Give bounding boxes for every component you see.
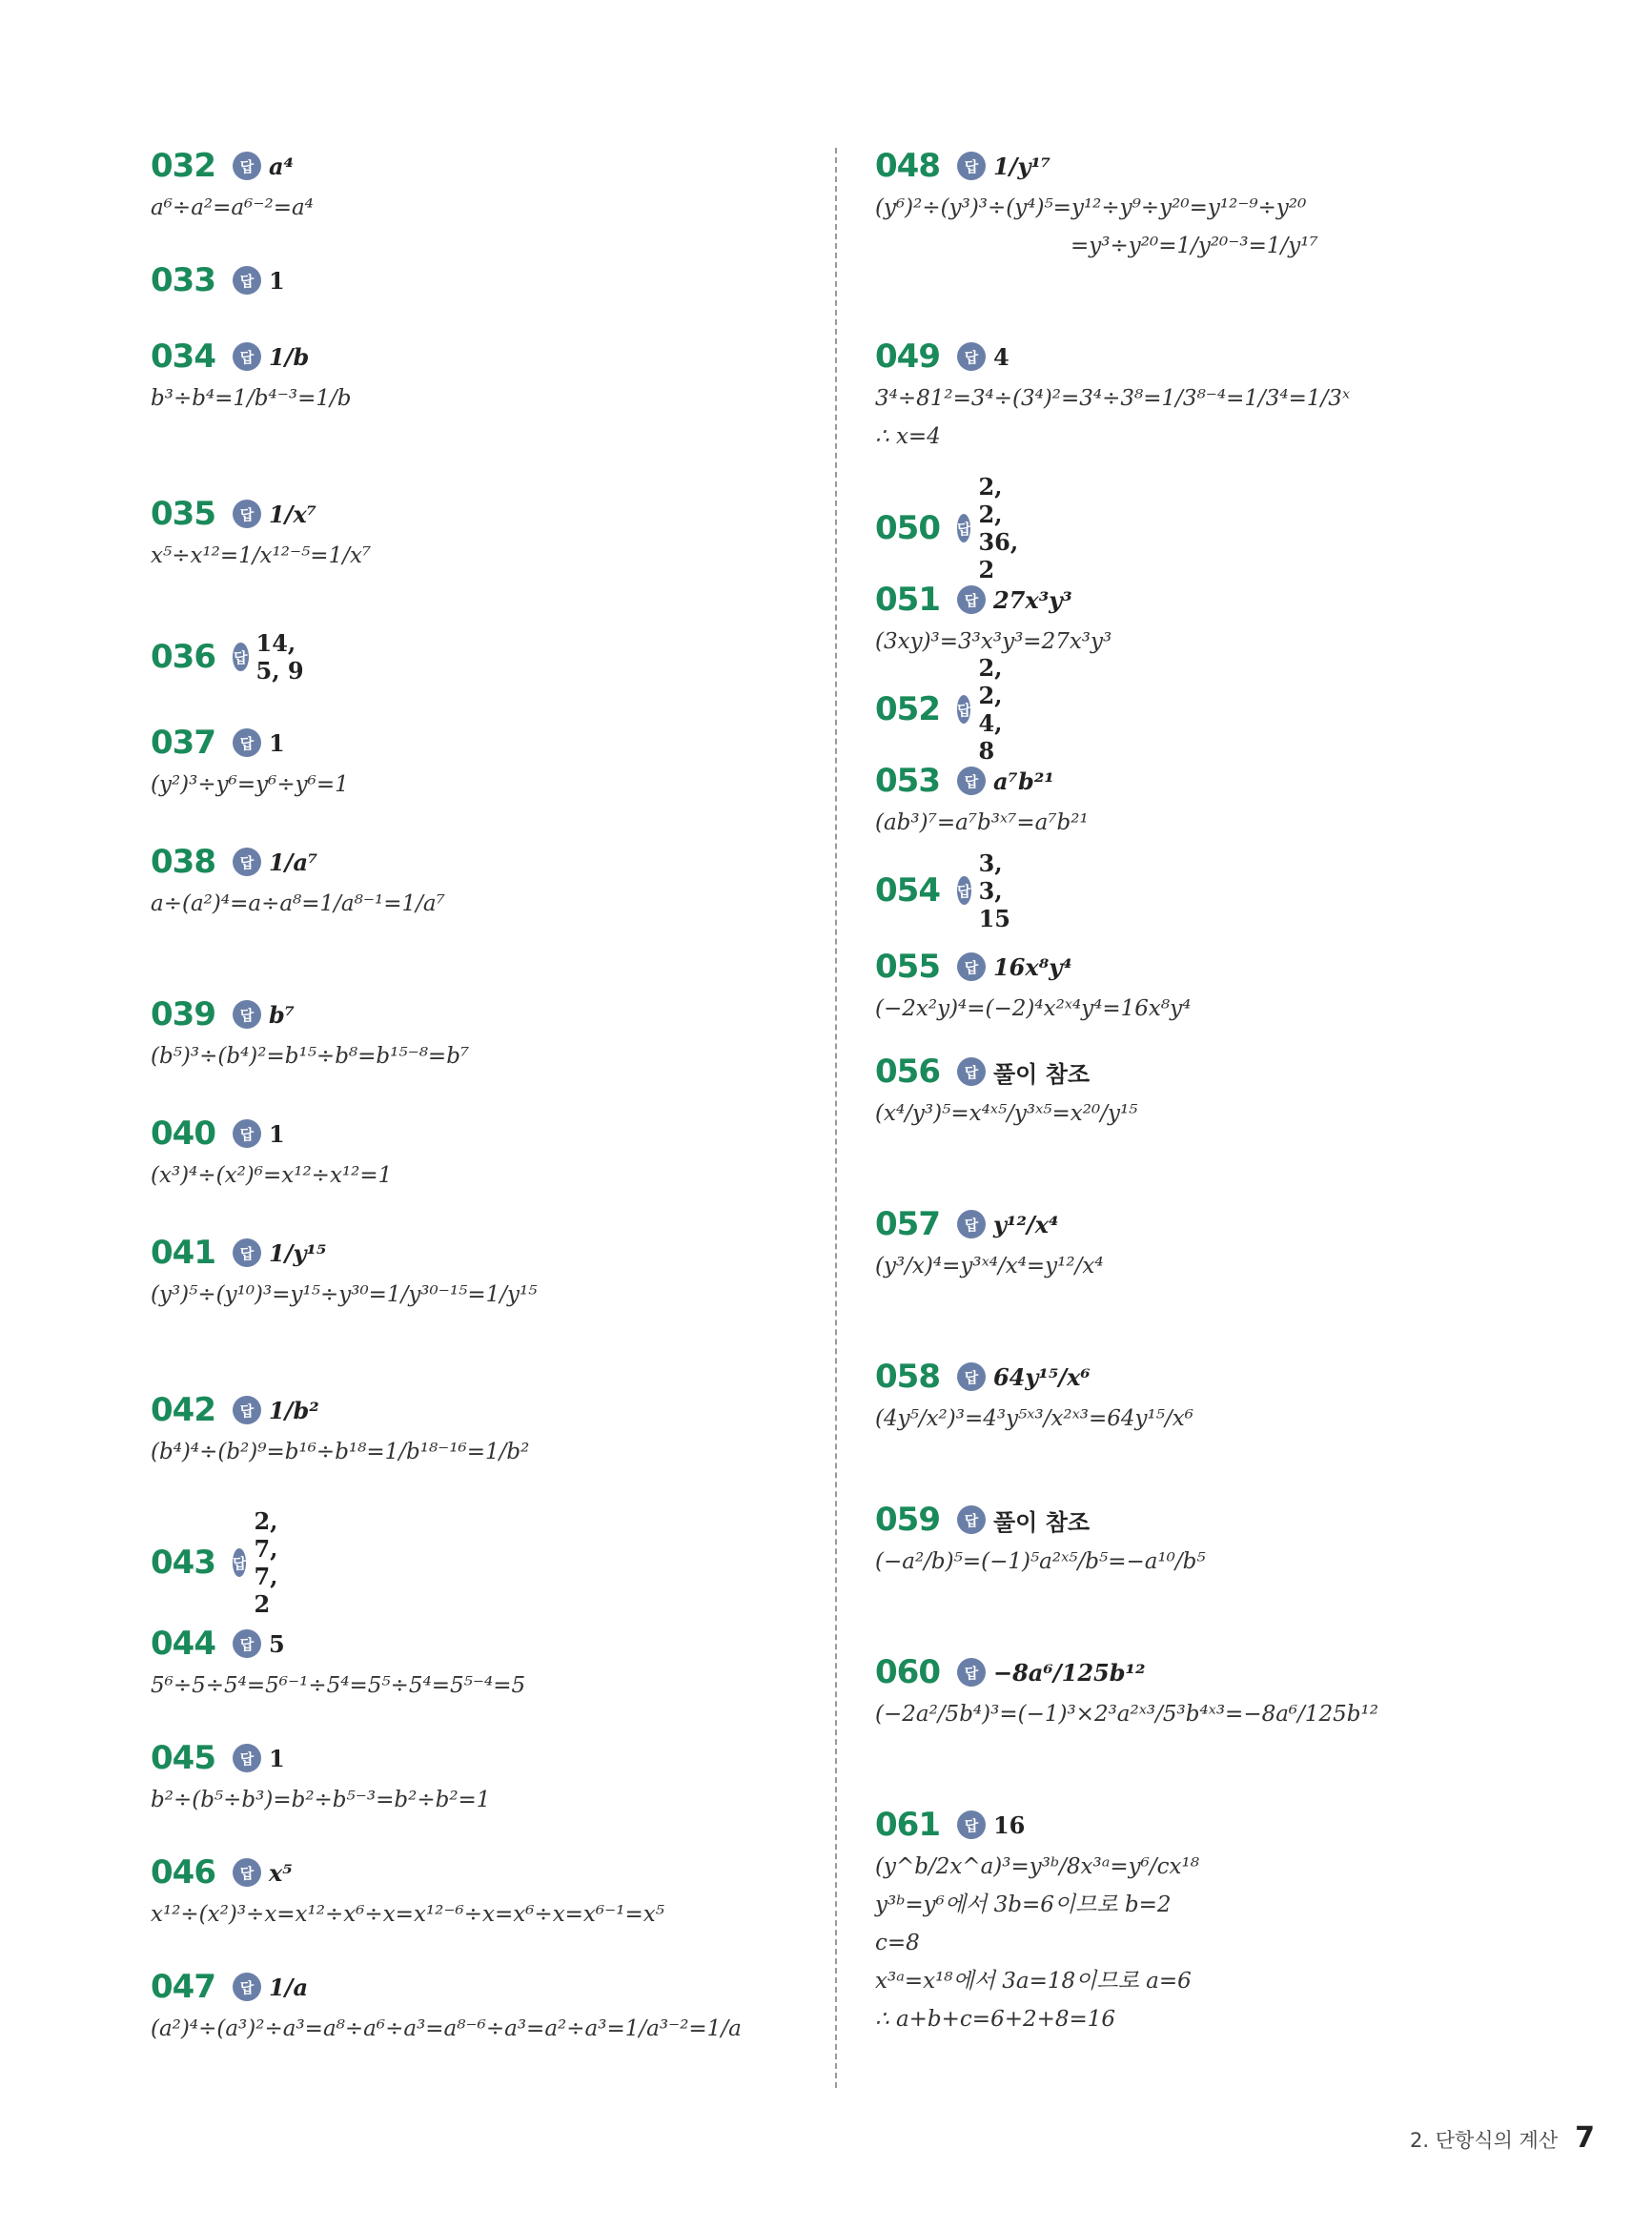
problem-header — [875, 944, 1191, 990]
problem-037 — [151, 720, 349, 804]
problem-032 — [151, 143, 314, 227]
problem-header — [151, 720, 349, 766]
answer-badge-icon: 답 — [957, 876, 971, 905]
problem-header — [151, 491, 371, 537]
answer-badge-icon: 답 — [233, 1238, 261, 1267]
problem-number: 051 — [875, 581, 940, 619]
answer-value: 1/b — [268, 342, 310, 371]
answer-value: 1/x⁷ — [268, 500, 317, 528]
problem-number: 049 — [875, 338, 940, 376]
problem-044 — [151, 1621, 525, 1705]
answer-value: 1/a⁷ — [268, 848, 318, 876]
problem-033 — [151, 257, 285, 303]
problem-header — [151, 629, 309, 685]
problem-039 — [151, 992, 469, 1075]
answer-value: 2, 7, 7, 2 — [254, 1507, 278, 1618]
solution-line: (4y⁵/x²)³=4³y⁵ˣ³/x²ˣ³=64y¹⁵/x⁶ — [875, 1406, 1193, 1431]
problem-035 — [151, 491, 371, 575]
solution-line: a⁶÷a²=a⁶⁻²=a⁴ — [151, 195, 314, 220]
problem-number: 056 — [875, 1053, 940, 1091]
answer-badge-icon: 답 — [233, 1629, 261, 1658]
answer-value: 1/y¹⁵ — [268, 1238, 327, 1267]
problem-number: 041 — [151, 1234, 215, 1272]
answer-value: 64y¹⁵/x⁶ — [992, 1362, 1091, 1391]
answer-badge-icon: 답 — [957, 1505, 986, 1534]
problem-header — [875, 473, 1033, 583]
answer-badge-icon: 답 — [233, 1396, 261, 1424]
answer-value: 1 — [268, 728, 285, 757]
answer-value: 1/b² — [268, 1396, 319, 1424]
solution-line: y³ᵇ=y⁶에서 3b=6이므로 b=2 — [875, 1892, 1172, 1917]
problem-number: 039 — [151, 995, 215, 1033]
problem-number: 055 — [875, 948, 940, 986]
problem-header — [875, 758, 1089, 804]
answer-value: y¹²/x⁴ — [992, 1210, 1059, 1238]
problem-056 — [875, 1049, 1137, 1133]
problem-059 — [875, 1497, 1206, 1581]
problem-header — [875, 1497, 1206, 1543]
answer-badge-icon: 답 — [233, 1119, 261, 1148]
problem-number: 058 — [875, 1358, 940, 1396]
problem-number: 042 — [151, 1391, 215, 1429]
answer-badge-icon: 답 — [233, 848, 261, 876]
answer-value: 14, 5, 9 — [255, 629, 304, 685]
answer-badge-icon: 답 — [957, 514, 971, 542]
problem-054 — [875, 849, 1025, 932]
answer-value: 27x³y³ — [992, 585, 1072, 614]
problem-number: 045 — [151, 1739, 215, 1777]
answer-badge-icon: 답 — [957, 695, 971, 724]
problem-header — [875, 1802, 1199, 1848]
solution-line: b³÷b⁴=1/b⁴⁻³=1/b — [151, 386, 352, 411]
answer-badge-icon: 답 — [233, 266, 261, 295]
problem-header — [151, 992, 469, 1037]
problem-header — [151, 839, 445, 885]
problem-047 — [151, 1964, 742, 2048]
problem-061 — [875, 1802, 1199, 2038]
answer-badge-icon: 답 — [233, 1548, 247, 1577]
problem-number: 060 — [875, 1653, 940, 1691]
problem-042 — [151, 1387, 529, 1471]
solution-line: x¹²÷(x²)³÷x=x¹²÷x⁶÷x=x¹²⁻⁶÷x=x⁶÷x=x⁶⁻¹=x⁵ — [151, 1902, 664, 1927]
solution-line: x³ᵃ=x¹⁸에서 3a=18이므로 a=6 — [875, 1969, 1192, 1994]
problem-header — [151, 1230, 537, 1276]
problem-header — [151, 1507, 293, 1618]
problem-number: 033 — [151, 261, 215, 299]
problem-053 — [875, 758, 1089, 842]
chapter-title: 2. 단항식의 계산 — [1410, 2129, 1559, 2152]
solution-line: 5⁶÷5÷5⁴=5⁶⁻¹÷5⁴=5⁵÷5⁴=5⁵⁻⁴=5 — [151, 1673, 526, 1698]
problem-046 — [151, 1850, 664, 1933]
problem-header — [875, 1049, 1137, 1095]
answer-badge-icon: 답 — [233, 1744, 261, 1772]
problem-number: 040 — [151, 1115, 215, 1153]
problem-header — [151, 1621, 525, 1667]
problem-052 — [875, 654, 1017, 765]
solution-line: 3⁴÷81²=3⁴÷(3⁴)²=3⁴÷3⁸=1/3⁸⁻⁴=1/3⁴=1/3ˣ — [875, 386, 1351, 411]
problem-number: 046 — [151, 1853, 215, 1892]
problem-number: 038 — [151, 843, 215, 881]
solution-line: =y³÷y²⁰=1/y²⁰⁻³=1/y¹⁷ — [1071, 234, 1318, 258]
answer-badge-icon: 답 — [957, 1057, 986, 1086]
problem-051 — [875, 577, 1112, 661]
problem-057 — [875, 1201, 1104, 1285]
solution-line: (y⁶)²÷(y³)³÷(y⁴)⁵=y¹²÷y⁹÷y²⁰=y¹²⁻⁹÷y²⁰ — [875, 195, 1307, 220]
answer-value: 4 — [992, 342, 1010, 371]
answer-value: 2, 2, 36, 2 — [978, 473, 1019, 583]
solution-line: (y³/x)⁴=y³ˣ⁴/x⁴=y¹²/x⁴ — [875, 1254, 1104, 1279]
answer-value: 16 — [992, 1811, 1026, 1839]
answer-value: 16x⁸y⁴ — [992, 952, 1072, 981]
problem-number: 043 — [151, 1544, 215, 1582]
answer-value: 1 — [268, 1744, 285, 1772]
problem-header — [151, 334, 352, 379]
answer-value: −8a⁶/125b¹² — [992, 1658, 1146, 1687]
problem-header — [875, 1354, 1193, 1400]
solution-line: b²÷(b⁵÷b³)=b²÷b⁵⁻³=b²÷b²=1 — [151, 1788, 491, 1812]
solution-line: ∴ a+b+c=6+2+8=16 — [875, 2007, 1116, 2032]
problem-header — [875, 334, 1350, 379]
answer-badge-icon: 답 — [233, 1973, 261, 2001]
answer-badge-icon: 답 — [957, 952, 986, 981]
problem-036 — [151, 629, 309, 685]
problem-number: 034 — [151, 338, 215, 376]
problem-header — [875, 1201, 1104, 1247]
problem-number: 035 — [151, 495, 215, 533]
problem-header — [875, 654, 1017, 765]
answer-badge-icon: 답 — [233, 728, 261, 757]
answer-badge-icon: 답 — [957, 767, 986, 795]
problem-041 — [151, 1230, 537, 1314]
answer-value: 풀이 참조 — [992, 1507, 1091, 1536]
solution-line: (−a²/b)⁵=(−1)⁵a²ˣ⁵/b⁵=−a¹⁰/b⁵ — [875, 1549, 1206, 1574]
answer-value: 풀이 참조 — [992, 1059, 1091, 1088]
solution-line: (b⁵)³÷(b⁴)²=b¹⁵÷b⁸=b¹⁵⁻⁸=b⁷ — [151, 1044, 470, 1069]
page-number: 7 — [1575, 2121, 1595, 2155]
problem-number: 061 — [875, 1806, 940, 1844]
answer-badge-icon: 답 — [957, 1658, 986, 1687]
solution-line: (x⁴/y³)⁵=x⁴ˣ⁵/y³ˣ⁵=x²⁰/y¹⁵ — [875, 1101, 1138, 1126]
answer-badge-icon: 답 — [957, 585, 986, 614]
problem-034 — [151, 334, 352, 418]
problem-header — [875, 577, 1112, 623]
problem-055 — [875, 944, 1191, 1028]
answer-value: x⁵ — [268, 1858, 293, 1887]
problem-header — [151, 143, 314, 189]
answer-value: 1/y¹⁷ — [992, 152, 1051, 180]
problem-header — [875, 143, 1318, 189]
problem-060 — [875, 1649, 1378, 1733]
problem-number: 032 — [151, 147, 215, 185]
solution-line: (a²)⁴÷(a³)²÷a³=a⁸÷a⁶÷a³=a⁸⁻⁶÷a³=a²÷a³=1/a³⁻²=1/a — [151, 2016, 742, 2041]
answer-value: 3, 3, 15 — [978, 849, 1010, 932]
answer-badge-icon: 답 — [957, 1811, 986, 1839]
problem-number: 050 — [875, 509, 940, 547]
problem-number: 052 — [875, 690, 940, 728]
column-divider — [835, 148, 837, 2088]
problem-049 — [875, 334, 1350, 456]
answer-value: 1/a — [268, 1973, 308, 2001]
problem-number: 047 — [151, 1968, 215, 2006]
problem-header — [151, 1387, 529, 1433]
solution-line: (3xy)³=3³x³y³=27x³y³ — [875, 629, 1112, 654]
problem-number: 059 — [875, 1501, 940, 1539]
solution-line: x⁵÷x¹²=1/x¹²⁻⁵=1/x⁷ — [151, 543, 372, 568]
solution-line: (−2x²y)⁴=(−2)⁴x²ˣ⁴y⁴=16x⁸y⁴ — [875, 996, 1192, 1021]
solution-line: ∴ x=4 — [875, 424, 941, 449]
answer-value: a⁷b²¹ — [992, 767, 1054, 795]
problem-number: 037 — [151, 724, 215, 762]
answer-badge-icon: 답 — [957, 1362, 986, 1391]
problem-number: 054 — [875, 871, 940, 910]
problem-header — [151, 1735, 490, 1781]
problem-header — [151, 1964, 742, 2010]
answer-value: a⁴ — [268, 152, 295, 180]
answer-badge-icon: 답 — [233, 1000, 261, 1029]
answer-value: 5 — [268, 1629, 285, 1658]
answer-badge-icon: 답 — [233, 500, 261, 528]
problem-header — [151, 1850, 664, 1895]
answer-badge-icon: 답 — [233, 152, 261, 180]
answer-badge-icon: 답 — [233, 643, 249, 671]
solution-line: c=8 — [875, 1931, 920, 1955]
problem-number: 036 — [151, 638, 215, 676]
problem-header — [151, 1111, 392, 1156]
problem-header — [875, 849, 1025, 932]
answer-badge-icon: 답 — [957, 342, 986, 371]
problem-040 — [151, 1111, 392, 1195]
answer-value: 1 — [268, 266, 285, 295]
answer-value: 2, 2, 4, 8 — [978, 654, 1003, 765]
solution-line: (y³)⁵÷(y¹⁰)³=y¹⁵÷y³⁰=1/y³⁰⁻¹⁵=1/y¹⁵ — [151, 1282, 538, 1307]
solution-line: a÷(a²)⁴=a÷a⁸=1/a⁸⁻¹=1/a⁷ — [151, 891, 445, 916]
problem-number: 053 — [875, 762, 940, 800]
answer-badge-icon: 답 — [957, 152, 986, 180]
problem-header — [875, 1649, 1378, 1695]
solution-line: (ab³)⁷=a⁷b³ˣ⁷=a⁷b²¹ — [875, 810, 1089, 835]
problem-number: 048 — [875, 147, 940, 185]
problem-050 — [875, 473, 1033, 583]
problem-038 — [151, 839, 445, 923]
problem-043 — [151, 1507, 293, 1618]
answer-badge-icon: 답 — [233, 1858, 261, 1887]
answer-badge-icon: 답 — [233, 342, 261, 371]
problem-number: 044 — [151, 1625, 215, 1663]
solution-line: (x³)⁴÷(x²)⁶=x¹²÷x¹²=1 — [151, 1163, 393, 1188]
problem-048 — [875, 143, 1318, 265]
answer-badge-icon: 답 — [957, 1210, 986, 1238]
solution-line: (b⁴)⁴÷(b²)⁹=b¹⁶÷b¹⁸=1/b¹⁸⁻¹⁶=1/b² — [151, 1440, 530, 1464]
problem-header — [151, 257, 285, 303]
page-footer — [1410, 2121, 1595, 2155]
answer-value: 1 — [268, 1119, 285, 1148]
solution-line: (−2a²/5b⁴)³=(−1)³×2³a²ˣ³/5³b⁴ˣ³=−8a⁶/125b¹² — [875, 1702, 1378, 1727]
problem-number: 057 — [875, 1205, 940, 1243]
problem-058 — [875, 1354, 1193, 1438]
solution-line: (y^b/2x^a)³=y³ᵇ/8x³ᵃ=y⁶/cx¹⁸ — [875, 1854, 1199, 1879]
answer-value: b⁷ — [268, 1000, 296, 1029]
problem-045 — [151, 1735, 490, 1819]
solution-line: (y²)³÷y⁶=y⁶÷y⁶=1 — [151, 772, 349, 797]
